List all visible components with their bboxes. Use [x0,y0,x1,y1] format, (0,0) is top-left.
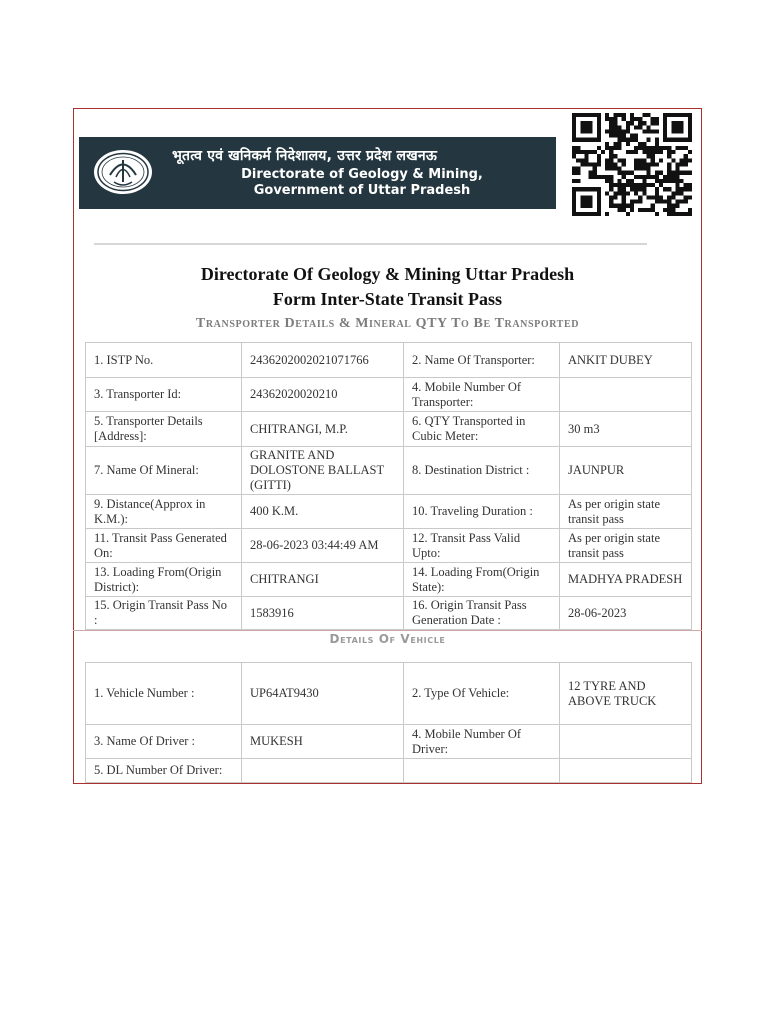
field-value: 30 m3 [560,412,692,447]
field-value: 400 K.M. [242,495,404,529]
qr-code [572,113,692,216]
field-label: 10. Traveling Duration : [404,495,560,529]
field-label: 1. Vehicle Number : [86,663,242,725]
form-title-line2: Form Inter-State Transit Pass [272,289,503,309]
field-value: 12 TYRE AND ABOVE TRUCK [560,663,692,725]
field-value: CHITRANGI, M.P. [242,412,404,447]
vehicle-row [86,725,692,759]
field-value: 24362020020210 [242,378,404,412]
field-label [404,759,560,783]
field-label: 11. Transit Pass Generated On: [86,529,242,563]
field-label: 2. Type Of Vehicle: [404,663,560,725]
field-value: 2436202002021071766 [242,343,404,378]
transporter-row [86,495,692,529]
field-value: GRANITE AND DOLOSTONE BALLAST (GITTI) [242,447,404,495]
transporter-row [86,529,692,563]
field-value [560,759,692,783]
transporter-row [86,378,692,412]
header-divider [94,243,647,245]
field-label: 5. Transporter Details [Address]: [86,412,242,447]
transporter-section-heading: Transporter Details & Mineral QTY To Be Transported [195,316,580,331]
header-title-line2: Government of Uttar Pradesh [253,183,471,198]
section-divider [73,630,702,631]
field-label: 3. Name Of Driver : [86,725,242,759]
field-label: 5. DL Number Of Driver: [86,759,242,783]
field-value: ANKIT DUBEY [560,343,692,378]
transporter-row [86,343,692,378]
transporter-row [86,563,692,597]
field-value: UP64AT9430 [242,663,404,725]
field-value [242,759,404,783]
vehicle-details-table [85,662,692,783]
field-label: 16. Origin Transit Pass Generation Date : [404,597,560,630]
field-label: 13. Loading From(Origin District): [86,563,242,597]
transporter-details-table [85,342,692,630]
field-label: 14. Loading From(Origin State): [404,563,560,597]
field-value [560,725,692,759]
field-value: MADHYA PRADESH [560,563,692,597]
field-value: As per origin state transit pass [560,529,692,563]
field-value [560,378,692,412]
field-label: 4. Mobile Number Of Driver: [404,725,560,759]
field-label: 12. Transit Pass Valid Upto: [404,529,560,563]
field-value: As per origin state transit pass [560,495,692,529]
field-value: MUKESH [242,725,404,759]
field-label: 2. Name Of Transporter: [404,343,560,378]
field-label: 4. Mobile Number Of Transporter: [404,378,560,412]
header-hindi-text: भूतत्व एवं खनिकर्म निदेशालय, उत्तर प्रदेश लखनऊ [172,148,438,164]
field-label: 7. Name Of Mineral: [86,447,242,495]
field-label: 15. Origin Transit Pass No : [86,597,242,630]
transporter-row [86,412,692,447]
field-label: 3. Transporter Id: [86,378,242,412]
field-label: 8. Destination District : [404,447,560,495]
field-value: CHITRANGI [242,563,404,597]
field-value: JAUNPUR [560,447,692,495]
field-value: 1583916 [242,597,404,630]
transporter-row [86,447,692,495]
field-value: 28-06-2023 [560,597,692,630]
field-label: 9. Distance(Approx in K.M.): [86,495,242,529]
field-value: 28-06-2023 03:44:49 AM [242,529,404,563]
transporter-row [86,597,692,630]
vehicle-row [86,663,692,725]
up-emblem-logo [92,148,154,196]
vehicle-row [86,759,692,783]
field-label: 6. QTY Transported in Cubic Meter: [404,412,560,447]
vehicle-section-heading: Details Of Vehicle [329,632,446,646]
form-title-line1: Directorate Of Geology & Mining Uttar Pradesh [200,264,575,284]
field-label: 1. ISTP No. [86,343,242,378]
header-title-line1: Directorate of Geology & Mining, [241,167,483,182]
